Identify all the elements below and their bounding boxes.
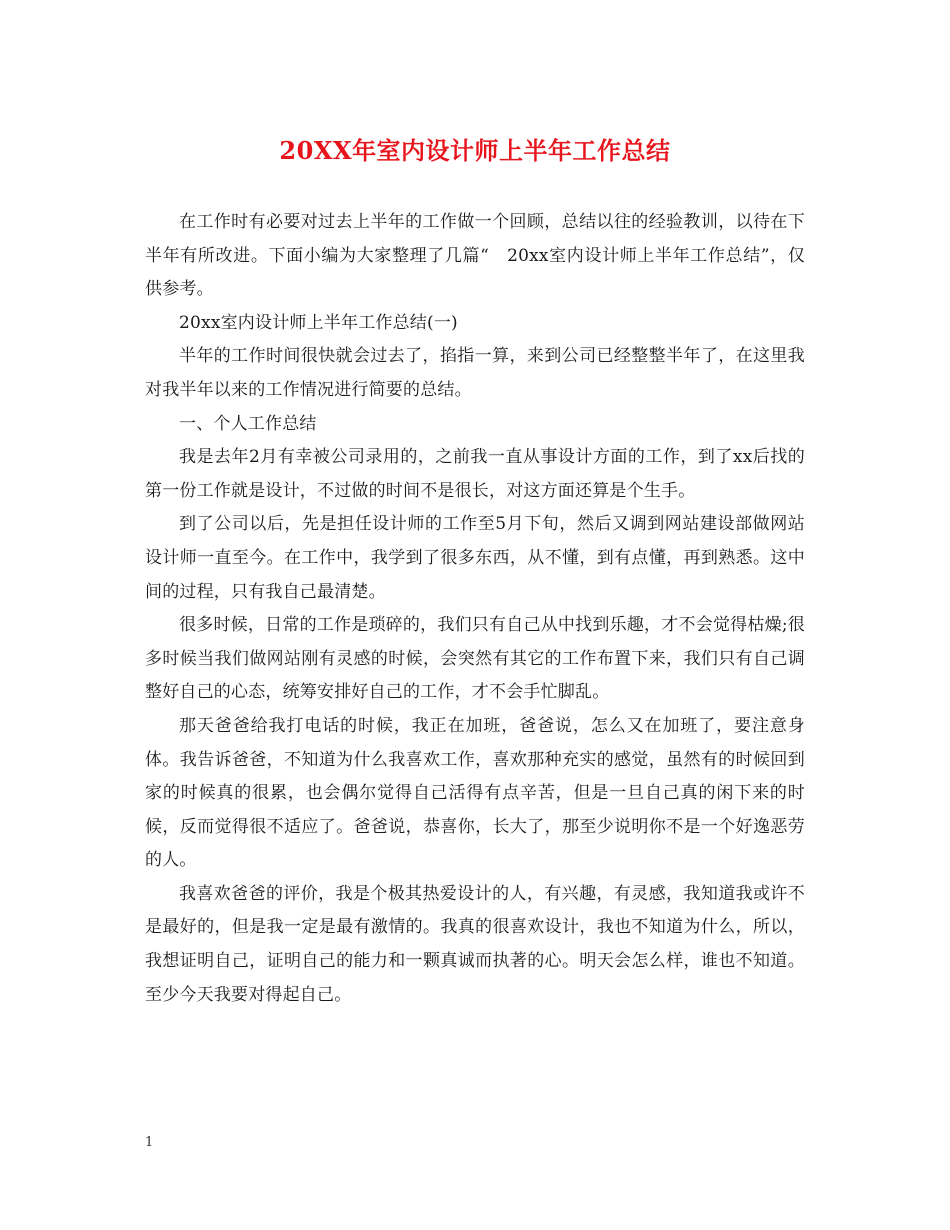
document-body [145,206,805,1012]
paragraph: 很多时候，日常的工作是琐碎的，我们只有自己从中找到乐趣，才不会觉得枯燥;很多时候当我们做网站刚有灵感的时候，会突然有其它的工作布置下来，我们只有自己调整好自己的心态，统筹安排好自己的工作，才不会手忙脚乱。 [145,615,805,703]
paragraph: 我喜欢爸爸的评价，我是个极其热爱设计的人，有兴趣，有灵感，我知道我或许不是最好的，但是我一定是最有激情的。我真的很喜欢设计，我也不知道为什么，所以，我想证明自己，证明自己的能力和一颗真诚而执著的心。明天会怎么样，谁也不知道。至少今天我要对得起自己。 [145,883,805,1005]
page-number: 1 [145,1135,154,1150]
paragraph-intro: 在工作时有必要对过去上半年的工作做一个回顾，总结以往的经验教训，以待在下半年有所改进。下面小编为大家整理了几篇“ 20xx室内设计师上半年工作总结”，仅供参考。 [145,212,805,300]
paragraph: 我是去年2月有幸被公司录用的，之前我一直从事设计方面的工作，到了xx后找的第一份工作就是设计，不过做的时间不是很长，对这方面还算是个生手。 [145,447,805,501]
paragraph: 那天爸爸给我打电话的时候，我正在加班，爸爸说，怎么又在加班了，要注意身体。我告诉爸爸，不知道为什么我喜欢工作，喜欢那种充实的感觉，虽然有的时候回到家的时候真的很累，也会偶尔觉得自己活得有点辛苦，但是一旦自己真的闲下来的时候，反而觉得很不适应了。爸爸说，恭喜你，长大了，那至少说明你不是一个好逸恶劳的人。 [145,715,805,871]
paragraph-subtitle: 20xx室内设计师上半年工作总结(一) [179,312,458,333]
paragraph: 半年的工作时间很快就会过去了，掐指一算，来到公司已经整整半年了，在这里我对我半年以来的工作情况进行简要的总结。 [145,346,805,400]
paragraph: 到了公司以后，先是担任设计师的工作至5月下旬，然后又调到网站建设部做网站设计师一直至今。在工作中，我学到了很多东西，从不懂，到有点懂，再到熟悉。这中间的过程，只有我自己最清楚。 [145,514,805,602]
section-heading: 一、个人工作总结 [179,413,317,434]
document-title: 20XX年室内设计师上半年工作总结 [279,136,671,165]
